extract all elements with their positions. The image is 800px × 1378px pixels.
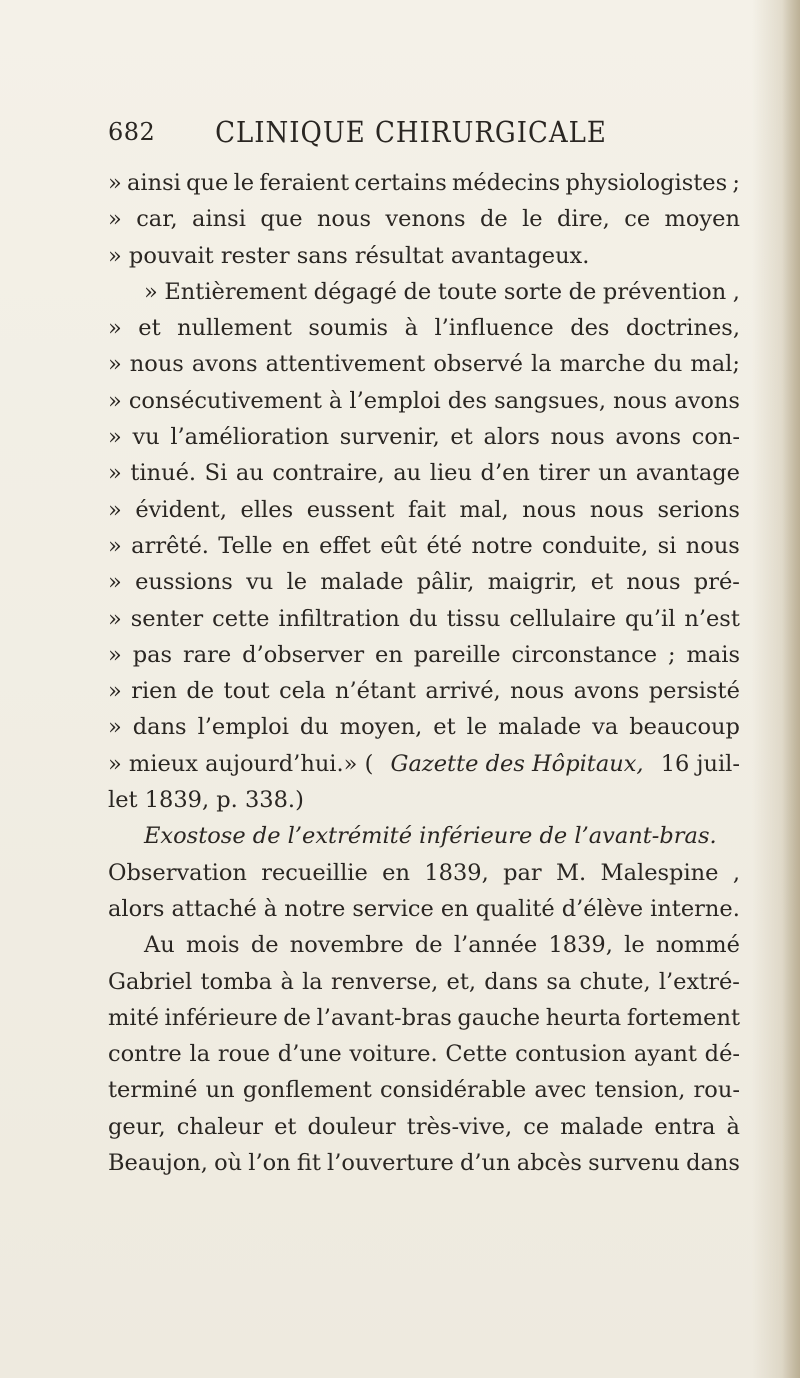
paragraph-line: terminé un gonflement considérable avec tension, rou- <box>108 1077 740 1104</box>
text-line: » rien de tout cela n’étant arrivé, nous avons persisté <box>108 678 740 705</box>
text-line: » senter cette infiltration du tissu cellulaire qu’il n’est <box>108 605 740 632</box>
text-line: » et nullement soumis à l’influence des doctrines, <box>108 315 740 342</box>
text-line: » nous avons attentivement observé la marche du mal; <box>108 351 740 378</box>
text-line: » pas rare d’observer en pareille circonstance ; mais <box>108 641 740 668</box>
text-line: » pouvait rester sans résultat avantageux. <box>108 242 590 269</box>
text-line: » vu l’amélioration survenir, et alors nous avons con- <box>108 424 740 451</box>
paragraph-line: mité inférieure de l’avant-bras gauche heurta fortement <box>108 1004 740 1031</box>
paragraph-line: Beaujon, où l’on fit l’ouverture d’un abcès survenu dans <box>108 1150 740 1177</box>
text-line: » arrêté. Telle en effet eût été notre conduite, si nous <box>108 532 740 559</box>
text-line: » évident, elles eussent fait mal, nous nous serions <box>108 496 740 523</box>
citation-line: let 1839, p. 338.) <box>108 787 304 814</box>
text-line: » ainsi que le feraient certains médecins physiologistes ; <box>108 170 740 196</box>
page-number: 682 <box>108 118 156 146</box>
section-title: Exostose de l’extrémité inférieure de l’avant-bras. <box>144 823 717 850</box>
citation-journal: Gazette des Hôpitaux, <box>390 750 644 777</box>
citation-prefix: » mieux aujourd’hui.» ( <box>108 750 374 777</box>
paragraph-line: contre la roue d’une voiture. Cette contusion ayant dé- <box>108 1041 740 1068</box>
citation-line <box>108 746 740 782</box>
text-line: » consécutivement à l’emploi des sangsues, nous avons <box>108 387 740 414</box>
paragraph-line: geur, chaleur et douleur très-vive, ce malade entra à <box>108 1113 740 1140</box>
citation-suffix: 16 juil- <box>660 750 740 777</box>
paragraph-line: Au mois de novembre de l’année 1839, le nommé <box>144 932 740 959</box>
paragraph-line: Gabriel tomba à la renverse, et, dans sa chute, l’extré- <box>108 968 740 995</box>
text-line: » Entièrement dégagé de toute sorte de prévention , <box>144 278 740 305</box>
body-text <box>108 165 740 1181</box>
text-line: » dans l’emploi du moyen, et le malade va beaucoup <box>108 714 740 741</box>
text-line: » eussions vu le malade pâlir, maigrir, et nous pré- <box>108 569 740 596</box>
running-title: CLINIQUE CHIRURGICALE <box>215 116 607 150</box>
paragraph-line: Observation recueillie en 1839, par M. Malespine , <box>108 859 740 886</box>
paragraph-line: alors attaché à notre service en qualité d’élève interne. <box>108 895 740 922</box>
page-edge-shadow <box>782 0 800 1378</box>
page-header <box>108 118 714 158</box>
text-line: » tinué. Si au contraire, au lieu d’en tirer un avantage <box>108 460 740 487</box>
text-line: » car, ainsi que nous venons de le dire, ce moyen <box>108 206 740 233</box>
